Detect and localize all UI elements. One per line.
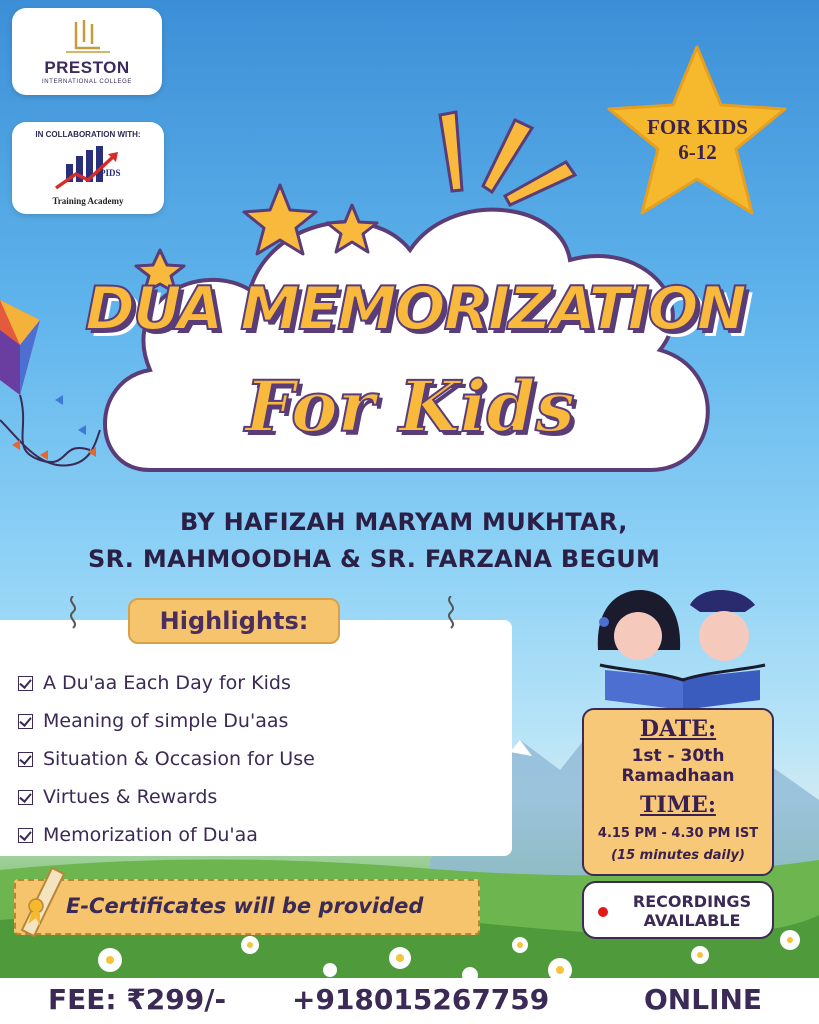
time-label: TIME: [640,792,716,818]
collaboration-label: IN COLLABORATION WITH: [35,130,141,139]
record-dot-icon [598,907,608,917]
recordings-text [612,892,772,930]
preston-emblem-icon [62,18,114,56]
list-item [18,778,315,816]
date-line-2: Ramadhaan [621,766,735,786]
age-badge [605,115,790,165]
growth-chart-icon [52,144,126,194]
spring-icon [66,596,80,636]
list-item [18,740,315,778]
preston-logo [12,8,162,95]
time-note: (15 minutes daily) [611,848,745,863]
phone-number[interactable]: +918015267759 [292,983,550,1016]
footer-bar [0,978,819,1024]
age-badge-line2: 6-12 [678,140,717,164]
spring-icon [444,596,458,636]
date-label: DATE: [639,716,717,742]
recordings-line-1: RECORDINGS [632,892,752,911]
highlight-text: Memorization of Du'aa [43,824,258,846]
fee-text: FEE: ₹299/- [48,983,227,1016]
highlights-heading: Highlights: [128,598,340,644]
preston-subtitle: INTERNATIONAL COLLEGE [42,79,132,85]
highlight-text: Virtues & Rewards [43,786,218,808]
highlight-text: Meaning of simple Du'aas [43,710,289,732]
certificate-text: E-Certificates will be provided [66,894,424,918]
certificate-scroll-icon [8,860,68,940]
time-value: 4.15 PM - 4.30 PM IST [597,826,759,841]
mode-text: ONLINE [644,983,763,1016]
recordings-badge [582,881,774,939]
pids-mark-text: PIDS [100,168,121,178]
highlights-list [18,664,315,854]
list-item [18,664,315,702]
date-line-1: 1st - 30th [631,746,725,766]
recordings-line-2: AVAILABLE [643,911,741,930]
presenter-line-1: BY HAFIZAH MARYAM MUKHTAR, [180,508,628,536]
certificate-banner [14,879,480,935]
checkbox-icon [18,790,33,805]
schedule-card [582,708,774,876]
list-item [18,702,315,740]
presenter-line-2: SR. MAHMOODHA & SR. FARZANA BEGUM [88,545,661,573]
checkbox-icon [18,676,33,691]
pids-logo [12,122,164,214]
pids-academy: Training Academy [52,196,124,206]
checkbox-icon [18,714,33,729]
date-value [584,746,772,786]
highlight-text: Situation & Occasion for Use [43,748,315,770]
preston-name: PRESTON [44,58,130,77]
list-item [18,816,315,854]
highlight-text: A Du'aa Each Day for Kids [43,672,291,694]
checkbox-icon [18,828,33,843]
checkbox-icon [18,752,33,767]
age-badge-line1: FOR KIDS [647,115,748,139]
page-subtitle: For Kids [245,365,575,448]
page-title: DUA MEMORIZATION [85,274,745,344]
